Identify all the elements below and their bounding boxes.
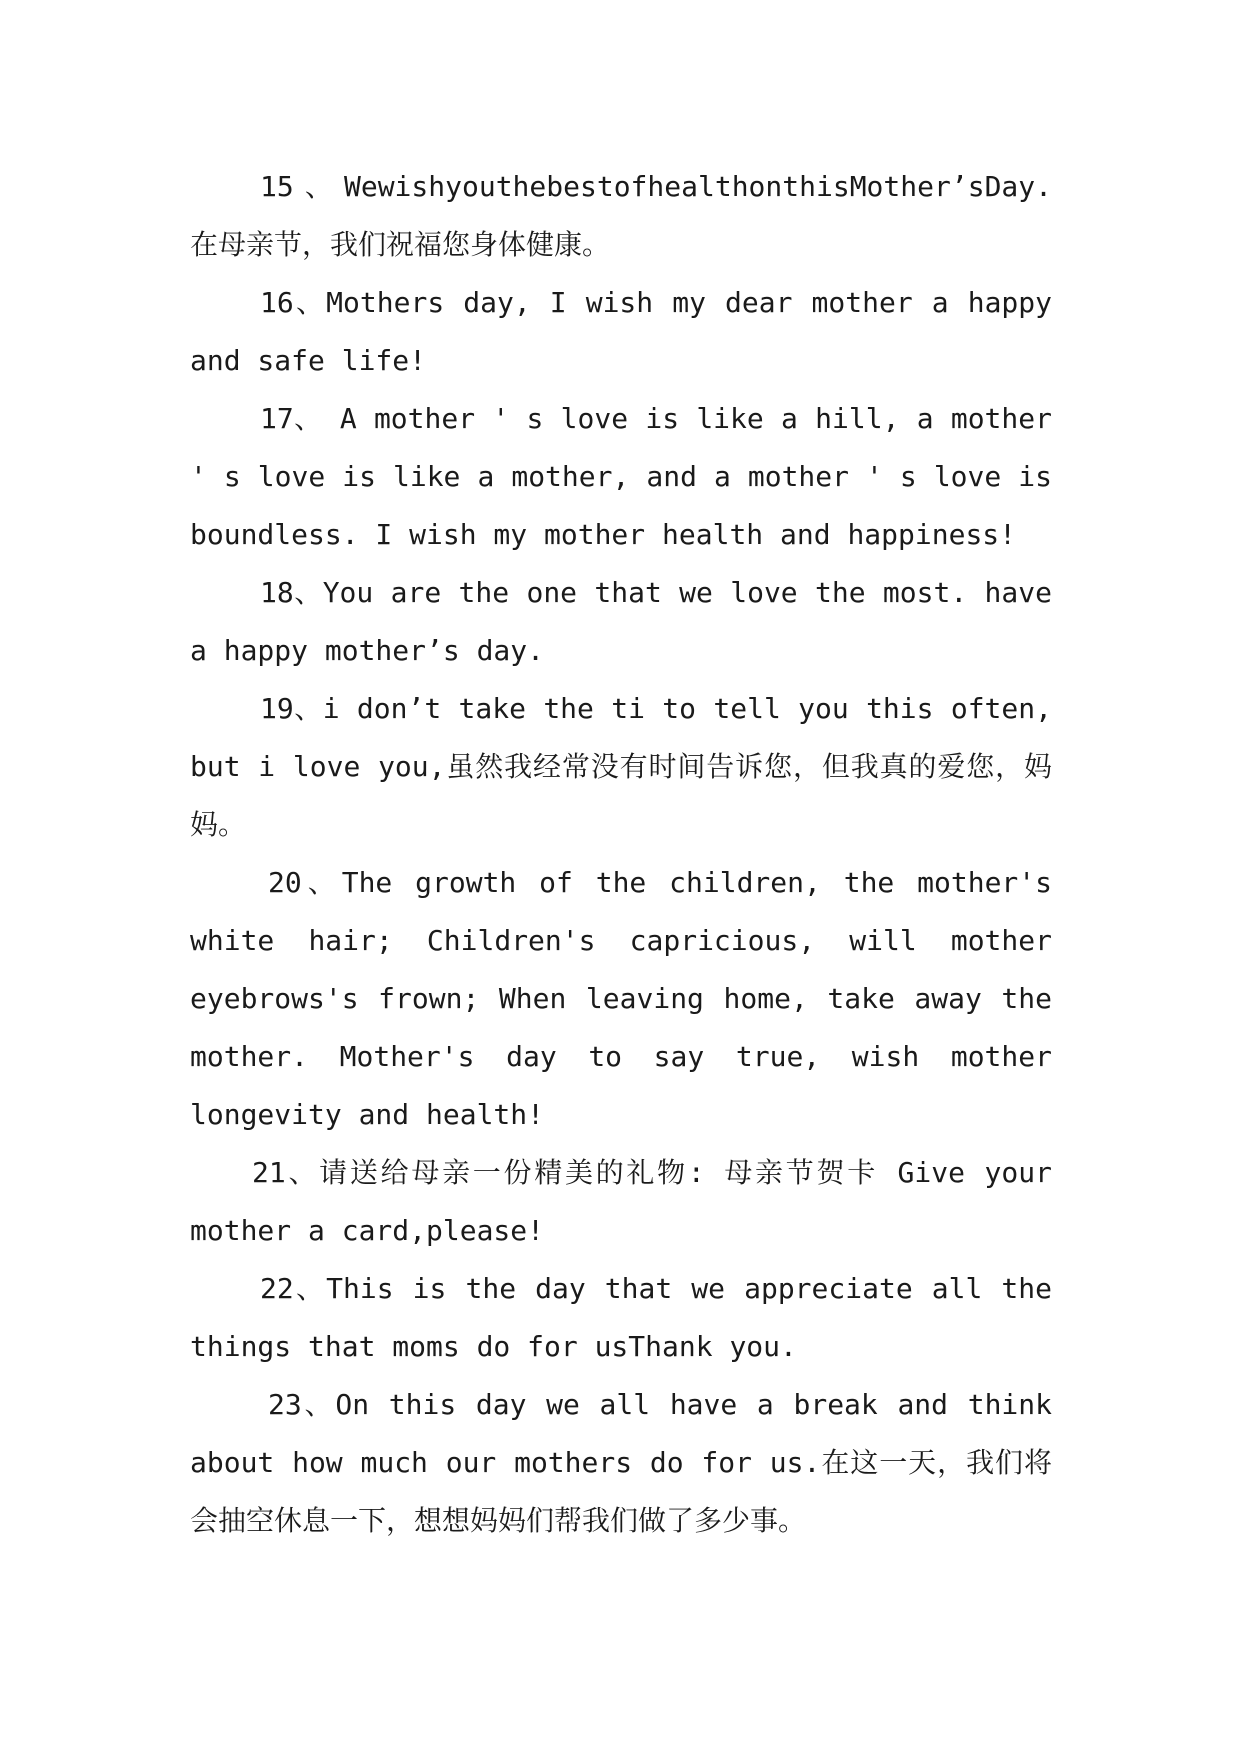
paragraph-22: 22、This is the day that we appreciate all the things that moms do for usThank you. — [190, 1272, 1052, 1363]
paragraph-16: 16、Mothers day, I wish my dear mother a happy and safe life! — [190, 286, 1052, 377]
paragraph-17: 17、 A mother ' s love is like a hill, a mother ' s love is like a mother, and a mother ' s love is boundless. I wish my mother health and happiness! — [190, 402, 1052, 551]
paragraph-23: 23、On this day we all have a break and think about how much our mothers do for us.在这一天，我们将会抽空休息一下，想想妈妈们帮我们做了多少事。 — [190, 1388, 1052, 1537]
paragraph-20: 20、The growth of the children, the mother's white hair; Children's capricious, will mother eyebrows's frown; When leaving home, take away the mother. Mother's day to say true, wish mother longevity and health! — [190, 866, 1052, 1131]
paragraph-21: 21、请送给母亲一份精美的礼物: 母亲节贺卡 Give your mother a card,please! — [190, 1156, 1052, 1247]
paragraph-15: 15、WewishyouthebestofhealthonthisMother’sDay. 在母亲节，我们祝福您身体健康。 — [190, 170, 1052, 261]
paragraph-19: 19、i don’t take the ti to tell you this often, but i love you,虽然我经常没有时间告诉您，但我真的爱您，妈妈。 — [190, 692, 1052, 841]
paragraph-18: 18、You are the one that we love the most. have a happy mother’s day. — [190, 576, 1052, 667]
document-body — [190, 158, 1052, 1550]
